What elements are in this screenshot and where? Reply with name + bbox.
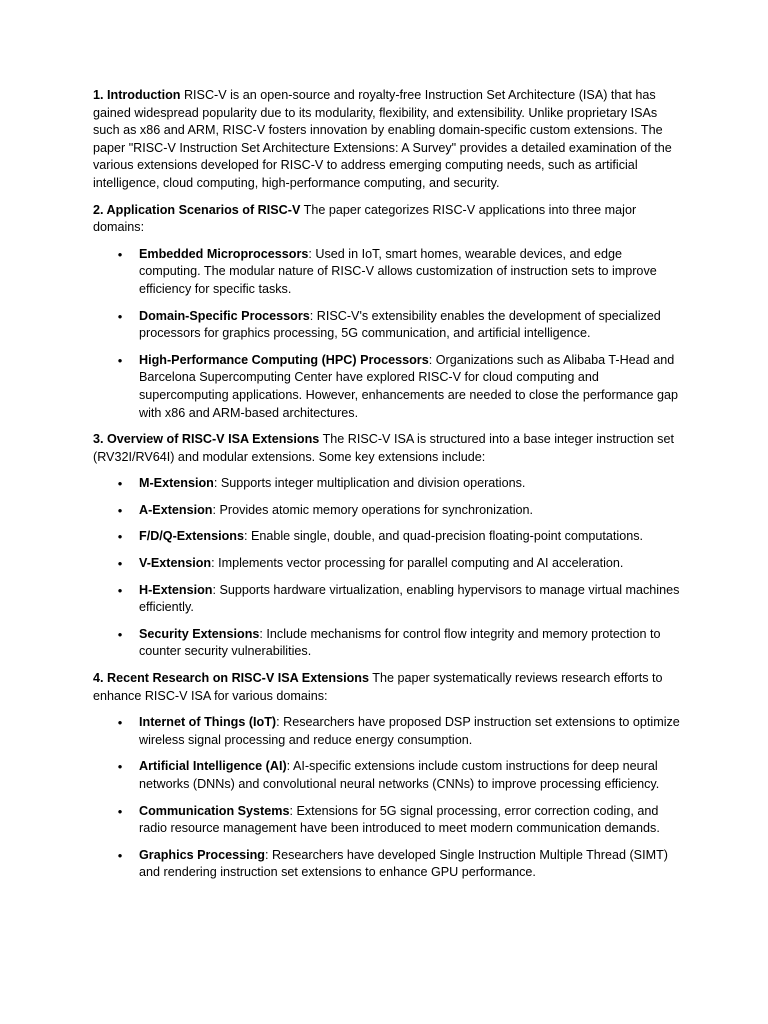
section-introduction [93, 87, 683, 193]
extension-list [93, 475, 683, 661]
list-item-term: High-Performance Computing (HPC) Processors [139, 352, 429, 367]
list-item [93, 626, 683, 661]
list-item [93, 352, 683, 422]
list-item-term: Artificial Intelligence (AI) [139, 759, 287, 774]
bullet-icon: • [117, 502, 123, 518]
list-item-term: Graphics Processing [139, 847, 265, 862]
bullet-icon: • [117, 556, 123, 572]
section-text: RISC-V is an open-source and royalty-free Instruction Set Architecture (ISA) that has gained widespread popularity due to its modularity, flexibility, and extensibility. Unlike proprietary ISAs such as x86 and ARM, RISC-V fosters innovation by enabling domain-specific custom extensions. The paper "RISC-V Instruction Set Architecture Extensions: A Survey" provides a detailed examination of the various extensions developed for RISC-V to address emerging computing needs, such as artificial intelligence, cloud computing, high-performance computing, and security. [93, 88, 672, 190]
research-list [93, 714, 683, 882]
bullet-icon: • [117, 352, 123, 368]
list-item-text: : Organizations such as Alibaba T-Head and Barcelona Supercomputing Center have explored RISC-V for cloud computing and supercomputing applications. However, enhancements are needed to close the performance gap with x86 and ARM-based architectures. [139, 352, 679, 420]
list-item-term: A-Extension [139, 502, 213, 517]
section-isa-extensions-overview [93, 431, 683, 466]
bullet-icon: • [117, 246, 123, 262]
list-item [93, 308, 683, 343]
document-body [93, 87, 683, 891]
list-item-term: V-Extension [139, 556, 212, 571]
list-item [93, 475, 683, 493]
bullet-icon: • [117, 582, 123, 598]
list-item-text: : AI-specific extensions include custom instructions for deep neural networks (DNNs) and convolutional neural networks (CNNs) to improve processing efficiency. [139, 759, 660, 791]
list-item-term: Communication Systems [139, 803, 290, 818]
list-item-text: : RISC-V's extensibility enables the development of specialized processors for graphics processing, 5G communication, and artificial intelligence. [139, 308, 661, 341]
list-item [93, 502, 683, 520]
list-item-term: H-Extension [139, 582, 213, 597]
section-application-scenarios [93, 202, 683, 237]
section-heading: 2. Application Scenarios of RISC-V [93, 202, 301, 217]
list-item [93, 246, 683, 299]
section-heading: 3. Overview of RISC-V ISA Extensions [93, 432, 320, 447]
list-item-text: : Researchers have developed Single Instruction Multiple Thread (SIMT) and rendering instruction set extensions to enhance GPU performance. [139, 847, 668, 880]
list-item-term: M-Extension [139, 476, 214, 491]
list-item-text: : Include mechanisms for control flow integrity and memory protection to counter security vulnerabilities. [139, 626, 661, 659]
list-item [93, 758, 683, 793]
bullet-icon: • [117, 476, 123, 492]
list-item-text: : Provides atomic memory operations for synchronization. [212, 502, 534, 517]
list-item [93, 555, 683, 573]
bullet-icon: • [117, 759, 123, 775]
bullet-icon: • [117, 529, 123, 545]
application-list [93, 246, 683, 422]
list-item-text: : Used in IoT, smart homes, wearable devices, and edge computing. The modular nature of RISC-V allows customization of instruction sets to improve efficiency for specific tasks. [139, 246, 657, 296]
list-item-text: : Researchers have proposed DSP instruction set extensions to optimize wireless signal processing and reduce energy consumption. [139, 715, 680, 747]
list-item-text: : Extensions for 5G signal processing, error correction coding, and radio resource management have been introduced to meet modern communication demands. [139, 803, 660, 836]
section-text: The paper systematically reviews research efforts to enhance RISC-V ISA for various domains: [93, 671, 663, 703]
bullet-icon: • [117, 308, 123, 324]
section-recent-research [93, 670, 683, 705]
section-text: The RISC-V ISA is structured into a base integer instruction set (RV32I/RV64I) and modular extensions. Some key extensions include: [93, 432, 674, 464]
bullet-icon: • [117, 626, 123, 642]
list-item-text: : Supports integer multiplication and division operations. [213, 476, 526, 491]
list-item-term: Security Extensions [139, 626, 260, 641]
list-item-term: Internet of Things (IoT) [139, 715, 277, 730]
bullet-icon: • [117, 847, 123, 863]
list-item [93, 847, 683, 882]
section-heading: 4. Recent Research on RISC-V ISA Extensions [93, 671, 369, 686]
bullet-icon: • [117, 715, 123, 731]
list-item [93, 803, 683, 838]
list-item-term: F/D/Q-Extensions [139, 529, 244, 544]
section-text: The paper categorizes RISC-V applications into three major domains: [93, 202, 637, 235]
list-item-text: : Enable single, double, and quad-precision floating-point computations. [243, 529, 644, 544]
list-item [93, 528, 683, 546]
list-item-term: Domain-Specific Processors [139, 308, 310, 323]
list-item [93, 582, 683, 617]
list-item-text: : Supports hardware virtualization, enabling hypervisors to manage virtual machines efficiently. [139, 582, 680, 615]
list-item-term: Embedded Microprocessors [139, 246, 309, 261]
list-item-text: : Implements vector processing for parallel computing and AI acceleration. [211, 556, 624, 571]
list-item [93, 714, 683, 749]
section-heading: 1. Introduction [93, 88, 181, 102]
bullet-icon: • [117, 803, 123, 819]
